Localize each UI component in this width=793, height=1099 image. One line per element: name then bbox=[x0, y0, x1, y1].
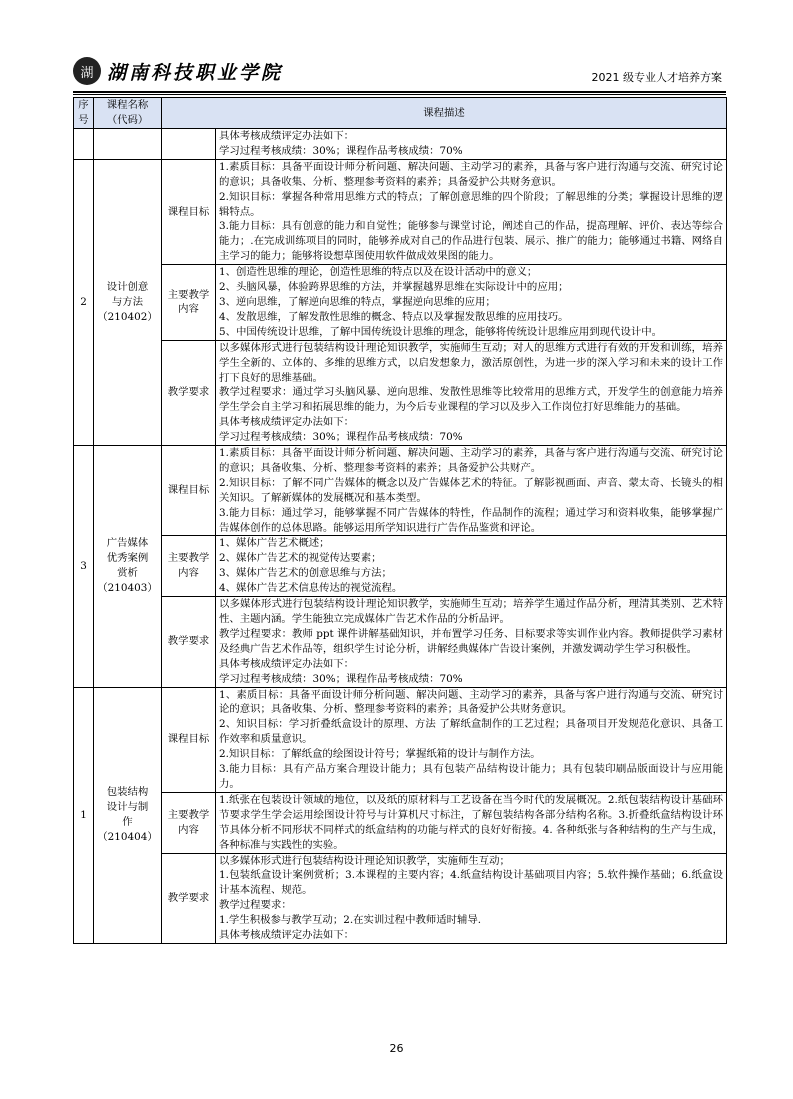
header-name-line: 课程名称 bbox=[106, 99, 149, 111]
header-no-line: 序 bbox=[78, 99, 89, 111]
description-line: 具体考核成绩评定办法如下： bbox=[219, 657, 355, 670]
course-name-line: 作 bbox=[122, 816, 133, 829]
course-section-row bbox=[74, 536, 727, 597]
description-line: 2.知识目标：了解不同广告媒体的概念以及广告媒体艺术的特征。了解影视画面、声音、蒙太奇、长镜头的相关知识。了解新媒体的发展概况和基本类型。 bbox=[219, 476, 723, 504]
section-label: 课程目标 bbox=[162, 687, 216, 792]
course-name-line: 优秀案例 bbox=[106, 552, 149, 565]
course-section-row bbox=[74, 265, 727, 341]
description-line: 3.能力目标：具有创意的能力和自觉性；能够参与课堂讨论，阐述自己的作品，提高理解、评价、表达等综合能力；.在完成训练项目的同时，能够养成对自己的作品进行包装、展示、推广的能力；能够通过书籍、网络自主学习的能力；能够将设想草图使用软件做成效果图的能力。 bbox=[219, 220, 723, 263]
section-label: 课程目标 bbox=[162, 446, 216, 536]
section-description bbox=[216, 446, 727, 536]
description-line: 学习过程考核成绩：30%；课程作品考核成绩：70% bbox=[219, 144, 463, 157]
description-line: 1、创造性思维的理论，创造性思维的特点以及在设计活动中的意义； bbox=[219, 266, 538, 279]
course-section-row bbox=[74, 159, 727, 264]
description-line: 1、媒体广告艺术概述； bbox=[219, 537, 330, 550]
section-description bbox=[216, 597, 727, 687]
description-line: 1.纸张在包装设计领域的地位，以及纸的原材料与工艺设备在当今时代的发展概况。2.纸包装结构设计基础环节要求学生学会运用绘图设计符号与计算机尺寸标注，了解包装结构各部分结构名称。3.折叠纸盒结构设计环节具体分析不同形状不同样式的纸盒结构的功能与样式的良好好衔接。4. 各种纸张与各种结构的生产与生成，各种标准与实践性的实验。 bbox=[219, 793, 723, 851]
description-line: 具体考核成绩评定办法如下： bbox=[219, 929, 355, 942]
course-section-row bbox=[74, 853, 727, 943]
cell-description bbox=[216, 129, 727, 160]
course-name bbox=[94, 687, 162, 943]
course-number: 1 bbox=[74, 687, 94, 943]
course-name-line: 与方法 bbox=[111, 295, 144, 308]
section-label: 主要教学内容 bbox=[162, 265, 216, 341]
section-label: 教学要求 bbox=[162, 853, 216, 943]
description-line: 以多媒体形式进行包装结构设计理论知识教学，实施师生互动； bbox=[219, 854, 510, 867]
header-rule-thick bbox=[73, 91, 726, 93]
course-name-line: 包装结构 bbox=[106, 786, 149, 799]
page-number: 26 bbox=[389, 1042, 404, 1055]
description-line: 5、中国传统设计思维，了解中国传统设计思维的理念，能够将传统设计思维应用到现代设计中。 bbox=[219, 325, 663, 338]
header-no bbox=[74, 98, 94, 129]
course-section-row bbox=[74, 446, 727, 536]
description-line: 以多媒体形式进行包装结构设计理论知识教学，实施师生互动；对人的思维方式进行有效的开发和训练，培养学生全新的、立体的、多维的思维方式，以启发想象力，激活原创性，为进一步的深入学习和未来的设计工作打下良好的思维基础。 bbox=[219, 341, 723, 384]
course-name bbox=[94, 159, 162, 445]
section-label: 课程目标 bbox=[162, 159, 216, 264]
description-line: 1.包装纸盒设计案例赏析；3.本课程的主要内容；4.纸盒结构设计基础项目内容；5.软件操作基础；6.纸盒设计基本流程、规范。 bbox=[219, 869, 723, 897]
description-line: 具体考核成绩评定办法如下： bbox=[219, 416, 355, 429]
section-description bbox=[216, 265, 727, 341]
section-description bbox=[216, 340, 727, 445]
course-section-row bbox=[74, 597, 727, 687]
description-line: 3、媒体广告艺术的创意思维与方法； bbox=[219, 567, 392, 580]
description-line: 具体考核成绩评定办法如下： bbox=[219, 130, 355, 142]
course-section-row bbox=[74, 340, 727, 445]
description-line: 教学过程要求： bbox=[219, 899, 292, 912]
table-header-row bbox=[74, 98, 727, 129]
cell-section bbox=[162, 129, 216, 160]
course-section-row bbox=[74, 687, 727, 792]
course-name-line: 赏析 bbox=[117, 567, 138, 580]
course-section-row bbox=[74, 792, 727, 853]
description-line: 1.素质目标：具备平面设计师分析问题、解决问题、主动学习的素养，具备与客户进行沟通与交流、研究讨论的意识；具备收集、分析、整理参考资料的素养；具备爱护公共财产。 bbox=[219, 447, 723, 474]
header-no-line: 号 bbox=[78, 114, 89, 126]
course-number: 3 bbox=[74, 446, 94, 688]
school-seal-icon: 湖 bbox=[73, 57, 101, 85]
description-line: 1.学生积极参与教学互动；2.在实训过程中教师适时辅导. bbox=[219, 914, 482, 927]
section-label: 主要教学内容 bbox=[162, 792, 216, 853]
header-rule-thin bbox=[73, 94, 726, 95]
description-line: 以多媒体形式进行包装结构设计理论知识教学，实施师生互动；培养学生通过作品分析，理清其类别、艺术特性、主题内涵。学生能独立完成媒体广告艺术作品的分析品评。 bbox=[219, 598, 723, 625]
section-description bbox=[216, 792, 727, 853]
description-line: 4、发散思维，了解发散性思维的概念、特点以及掌握发散思维的应用技巧。 bbox=[219, 310, 569, 323]
description-line: 2、媒体广告艺术的视觉传达要素； bbox=[219, 552, 382, 565]
course-name-line: （210402） bbox=[97, 310, 158, 323]
description-line: 1.素质目标：具备平面设计师分析问题、解决问题、主动学习的素养，具备与客户进行沟通与交流、研究讨论的意识；具备收集、分析、整理参考资料的素养；具备爱护公共财务意识。 bbox=[219, 160, 723, 188]
description-line: 1、素质目标：具备平面设计师分析问题、解决问题、主动学习的素养，具备与客户进行沟通与交流、研究讨论的意识；具备收集、分析、整理参考资料的素养；具备爱护公共财务意识。 bbox=[219, 688, 723, 716]
cell-no bbox=[74, 129, 94, 160]
course-name-line: 设计与制 bbox=[106, 801, 149, 814]
course-name-line: 广告媒体 bbox=[106, 537, 149, 550]
description-line: 学习过程考核成绩：30%；课程作品考核成绩：70% bbox=[219, 672, 463, 685]
header-course-name bbox=[94, 98, 162, 129]
description-line: 教学过程要求：教师 ppt 课件讲解基础知识，并布置学习任务、目标要求等实训作业内容。教师提供学习素材及经典广告艺术作品等，组织学生讨论分析，讲解经典媒体广告设计案例，并激发调动学生学习积极性。 bbox=[219, 627, 723, 655]
description-line: 3、逆向思维，了解逆向思维的特点，掌握逆向思维的应用； bbox=[219, 295, 496, 308]
document-title: 2021 级专业人才培养方案 bbox=[591, 71, 722, 84]
section-label: 教学要求 bbox=[162, 597, 216, 687]
school-name: 湖南科技职业学院 bbox=[107, 61, 284, 84]
cell-name bbox=[94, 129, 162, 160]
section-description bbox=[216, 853, 727, 943]
header-name-line: （代码） bbox=[106, 114, 149, 126]
description-line: 3.能力目标：通过学习，能够掌握不同广告媒体的特性，作品制作的流程；通过学习和资料收集，能够掌握广告媒体创作的总体思路。能够运用所学知识进行广告作品鉴赏和评论。 bbox=[219, 506, 723, 534]
description-line: 2.知识目标：掌握各种常用思维方式的特点；了解创意思维的四个阶段；了解思维的分类；掌握设计思维的逻辑特点。 bbox=[219, 190, 723, 218]
section-description bbox=[216, 159, 727, 264]
course-table bbox=[73, 97, 727, 944]
section-label: 主要教学内容 bbox=[162, 536, 216, 597]
description-line: 2.知识目标：了解纸盒的绘图设计符号；掌握纸箱的设计与制作方法。 bbox=[219, 748, 541, 761]
school-logo bbox=[73, 56, 283, 86]
description-line: 2、头脑风暴，体验跨界思维的方法，并掌握越界思维在实际设计中的应用； bbox=[219, 281, 569, 294]
section-description bbox=[216, 536, 727, 597]
course-name-line: 设计创意 bbox=[106, 281, 149, 294]
description-line: 4、媒体广告艺术信息传达的视觉流程。 bbox=[219, 582, 403, 595]
course-number: 2 bbox=[74, 159, 94, 445]
description-line: 2、知识目标：学习折叠纸盒设计的原理、方法 了解纸盒制作的工艺过程；具备项目开发规范化意识、具备工作效率和质量意识。 bbox=[219, 718, 723, 746]
description-line: 3.能力目标：具有产品方案合理设计能力；具有包装产品结构设计能力；具有包装印刷品版面设计与应用能力。 bbox=[219, 763, 723, 790]
section-label: 教学要求 bbox=[162, 340, 216, 445]
section-description bbox=[216, 687, 727, 792]
continuation-row bbox=[74, 129, 727, 160]
course-name-line: （210404） bbox=[97, 831, 158, 844]
header-description: 课程描述 bbox=[162, 98, 727, 129]
description-line: 学习过程考核成绩：30%；课程作品考核成绩：70% bbox=[219, 431, 463, 444]
description-line: 教学过程要求：通过学习头脑风暴、逆向思维、发散性思维等比较常用的思维方式，开发学生的创意能力培养学生学会自主学习和拓展思维的能力，为今后专业课程的学习以及步入工作岗位打好思维能力的基础。 bbox=[219, 386, 723, 414]
course-name bbox=[94, 446, 162, 688]
page-header bbox=[73, 56, 726, 90]
course-name-line: （210403） bbox=[97, 582, 158, 595]
